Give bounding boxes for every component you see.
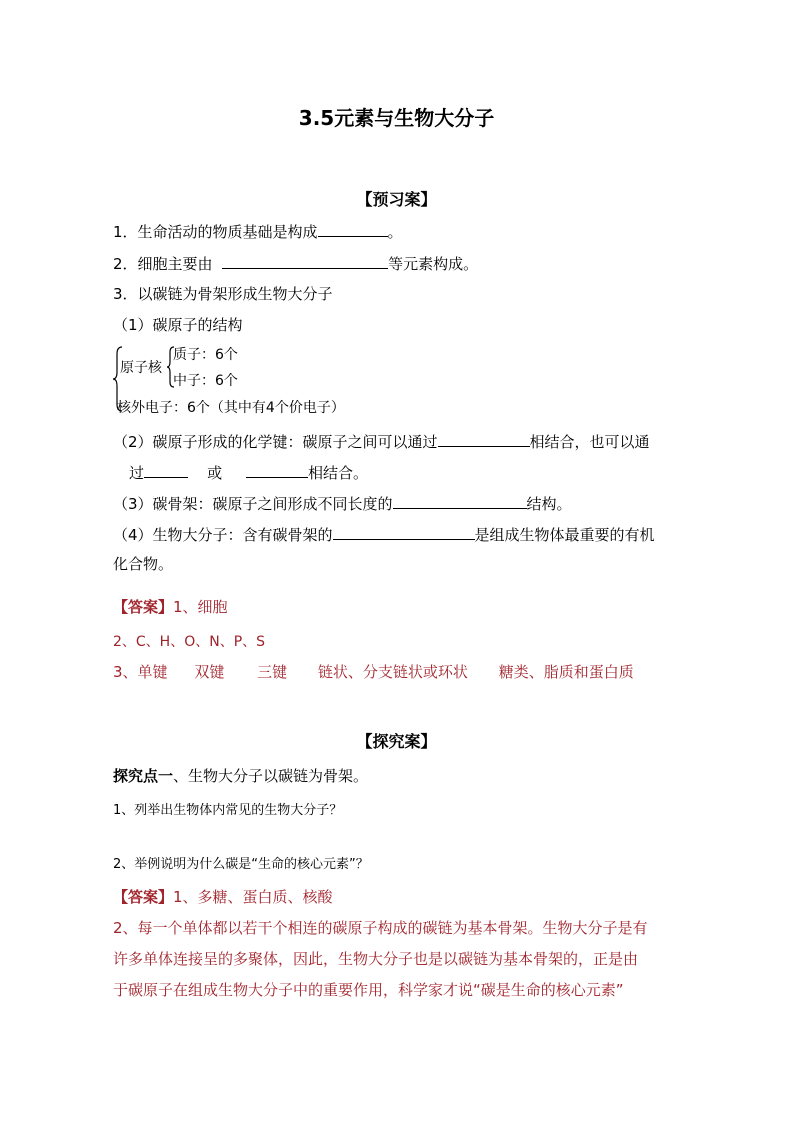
preview-heading: 【预习案】 [356,190,437,209]
subquestion-2-cont-text: 过 [129,464,145,482]
question-3: 3．以碳链为骨架形成生物大分子 [113,285,333,303]
subquestion-1: （1）碳原子的结构 [113,316,243,334]
answer-3-double-bond: 双键 [194,663,225,681]
subquestion-2-text: （2）碳原子形成的化学键：碳原子之间可以通过 [113,433,438,451]
question-2 [113,253,478,274]
blank-6[interactable] [393,493,527,509]
subquestion-2-cont [129,462,368,483]
question-1-suffix: 。 [387,223,403,241]
explore-answer-1-line [113,887,333,907]
explore-point-text: 、生物大分子以碳链为骨架。 [173,767,369,785]
explore-answer-label: 【答案】 [113,888,174,906]
answer-3-line [113,662,634,682]
answer-3-structure: 链状、分支链状或环状 [317,663,468,681]
blank-1[interactable] [318,221,388,237]
answer-label: 【答案】 [113,598,174,616]
subquestion-4-suffix: 是组成生物体最重要的有机 [474,526,655,544]
subquestion-3-text: （3）碳骨架：碳原子之间形成不同长度的 [113,495,393,513]
neutron-line: 中子：6个 [173,373,238,389]
blank-2[interactable] [222,253,388,269]
blank-4[interactable] [144,462,188,478]
blank-3[interactable] [438,431,530,447]
subquestion-2 [113,431,650,452]
explore-question-1: 1、列举出生物体内常见的生物大分子？ [113,803,343,818]
explore-answer-2-line-2: 许多单体连接呈的多聚体，因此，生物大分子也是以碳链为基本骨架的，正是由 [113,950,639,968]
question-1-text: 1．生命活动的物质基础是构成 [113,223,318,241]
subquestion-2-mid: 相结合，也可以通 [529,433,650,451]
subquestion-3 [113,493,572,514]
question-2-suffix: 等元素构成。 [388,255,479,273]
explore-question-2: 2、举例说明为什么碳是“生命的核心元素”？ [113,857,369,872]
explore-answer-2-line-1: 2、每一个单体都以若干个相连的碳原子构成的碳链为基本骨架。生物大分子是有 [113,919,648,937]
subquestion-3-suffix: 结构。 [526,495,572,513]
explore-point-1 [113,766,368,786]
question-1 [113,221,403,242]
subquestion-4 [113,524,655,545]
subquestion-4-cont: 化合物。 [113,555,174,573]
answer-2: 2、C、H、O、N、P、S [113,634,266,650]
blank-5[interactable] [246,462,308,478]
answer-3-macromolecules: 糖类、脂质和蛋白质 [498,663,634,681]
subquestion-4-text: （4）生物大分子：含有碳骨架的 [113,526,333,544]
blank-7[interactable] [333,524,475,540]
explore-answer-1: 1、多糖、蛋白质、核酸 [173,888,333,906]
electron-line: 核外电子：6个（其中有4个价电子） [117,400,345,416]
explore-point-label: 探究点一 [113,767,174,785]
answer-3-single-bond: 3、单键 [113,663,168,681]
nucleus-label: 原子核 [120,360,162,376]
question-2-text: 2．细胞主要由 [113,255,213,273]
answer-1: 1、细胞 [173,598,228,616]
subquestion-2-or: 或 [207,464,223,482]
explore-heading: 【探究案】 [356,732,437,751]
proton-line: 质子：6个 [173,347,238,363]
page-title: 3.5元素与生物大分子 [298,106,495,130]
explore-answer-2-line-3: 于碳原子在组成生物大分子中的重要作用，科学家才说“碳是生命的核心元素” [113,981,624,999]
subquestion-2-cont-suffix: 相结合。 [307,464,368,482]
answer-1-line [113,597,228,617]
answer-3-triple-bond: 三键 [257,663,288,681]
